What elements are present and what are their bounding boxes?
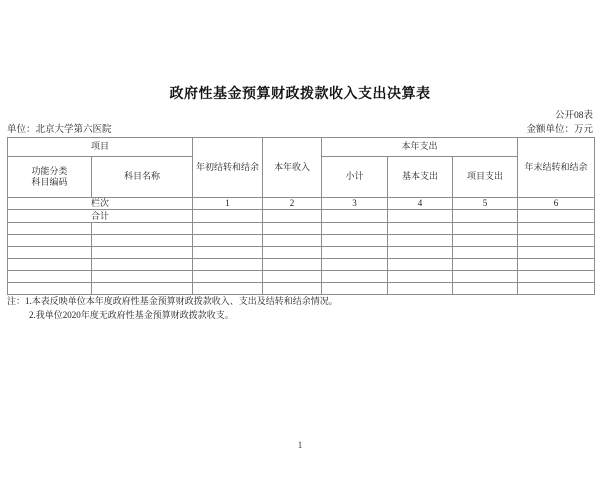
footnote-2: 2.我单位2020年度无政府性基金预算财政拨款收支。: [29, 309, 234, 320]
empty-cell: [388, 283, 453, 295]
unit-row: [7, 121, 593, 135]
empty-cell: [453, 247, 518, 259]
page-title: 政府性基金预算财政拨款收入支出决算表: [169, 87, 431, 102]
table-row-empty: [8, 271, 595, 283]
empty-cell: [518, 223, 595, 235]
header-subtotal: 小计: [322, 157, 388, 198]
empty-cell: [8, 235, 92, 247]
empty-cell: [8, 259, 92, 271]
empty-cell: [322, 283, 388, 295]
empty-cell: [453, 283, 518, 295]
column-index-4: 4: [388, 198, 453, 210]
empty-cell: [453, 271, 518, 283]
empty-cell: [8, 223, 92, 235]
empty-cell: [193, 223, 263, 235]
empty-cell: [8, 247, 92, 259]
header-current-year-income: 本年收入: [263, 138, 322, 198]
header-beginning-balance: 年初结转和结余: [193, 138, 263, 198]
empty-cell: [322, 247, 388, 259]
column-index-2: 2: [263, 198, 322, 210]
empty-cell: [388, 235, 453, 247]
total-subtotal-value: [322, 210, 388, 223]
empty-cell: [193, 259, 263, 271]
empty-cell: [453, 223, 518, 235]
empty-cell: [193, 283, 263, 295]
column-index-6: 6: [518, 198, 595, 210]
unit-label: 单位：北京大学第六医院: [7, 125, 112, 135]
empty-cell: [92, 271, 193, 283]
empty-cell: [92, 259, 193, 271]
final-accounts-table: [7, 137, 595, 295]
table-row-empty: [8, 235, 595, 247]
empty-cell: [518, 247, 595, 259]
empty-cell: [322, 235, 388, 247]
table-row-empty: [8, 247, 595, 259]
header-basic-expense: 基本支出: [388, 157, 453, 198]
empty-cell: [193, 247, 263, 259]
table-row-empty: [8, 259, 595, 271]
page-number: 1: [297, 440, 303, 450]
empty-cell: [92, 223, 193, 235]
empty-cell: [453, 259, 518, 271]
empty-cell: [388, 223, 453, 235]
empty-cell: [263, 247, 322, 259]
empty-cell: [92, 283, 193, 295]
amount-unit-label: 金额单位：万元: [526, 125, 593, 135]
total-yearend-balance-value: [518, 210, 595, 223]
empty-cell: [263, 235, 322, 247]
empty-cell: [518, 283, 595, 295]
table-row-empty: [8, 283, 595, 295]
total-beginning-balance-value: [193, 210, 263, 223]
empty-cell: [263, 283, 322, 295]
header-functional-classification-code: [8, 157, 92, 198]
func-class-line1: 功能分类: [31, 165, 68, 176]
empty-cell: [518, 271, 595, 283]
header-yearend-balance: 年末结转和结余: [518, 138, 595, 198]
empty-cell: [193, 235, 263, 247]
empty-cell: [518, 259, 595, 271]
empty-cell: [92, 247, 193, 259]
column-index-row: [8, 198, 595, 210]
empty-cell: [8, 271, 92, 283]
total-row-label: 合计: [8, 210, 193, 223]
footnote-1: 注：1.本表反映单位本年度政府性基金预算财政拨款收入、支出及结转和结余情况。: [7, 296, 338, 306]
header-project-expense: 项目支出: [453, 157, 518, 198]
form-code-label: 公开08表: [554, 111, 593, 121]
empty-cell: [518, 235, 595, 247]
header-subject-name: 科目名称: [92, 157, 193, 198]
empty-cell: [263, 271, 322, 283]
total-project-expense-value: [453, 210, 518, 223]
header-project-group: 项目: [8, 138, 193, 157]
empty-cell: [388, 271, 453, 283]
empty-cell: [263, 259, 322, 271]
empty-cell: [8, 283, 92, 295]
column-index-1: 1: [193, 198, 263, 210]
empty-cell: [193, 271, 263, 283]
column-index-5: 5: [453, 198, 518, 210]
column-index-3: 3: [322, 198, 388, 210]
func-class-line2: 科目编码: [31, 177, 68, 187]
table-row-empty: [8, 223, 595, 235]
total-basic-expense-value: [388, 210, 453, 223]
empty-cell: [322, 259, 388, 271]
empty-cell: [322, 271, 388, 283]
empty-cell: [453, 235, 518, 247]
empty-cell: [322, 223, 388, 235]
footnotes: [7, 295, 593, 322]
total-row: [8, 210, 595, 223]
empty-cell: [263, 223, 322, 235]
empty-cell: [92, 235, 193, 247]
header-row-1: [8, 138, 595, 157]
empty-cell: [388, 259, 453, 271]
total-current-year-income-value: [263, 210, 322, 223]
header-current-year-expense-group: 本年支出: [322, 138, 518, 157]
column-index-label: 栏次: [8, 198, 193, 210]
empty-cell: [388, 247, 453, 259]
